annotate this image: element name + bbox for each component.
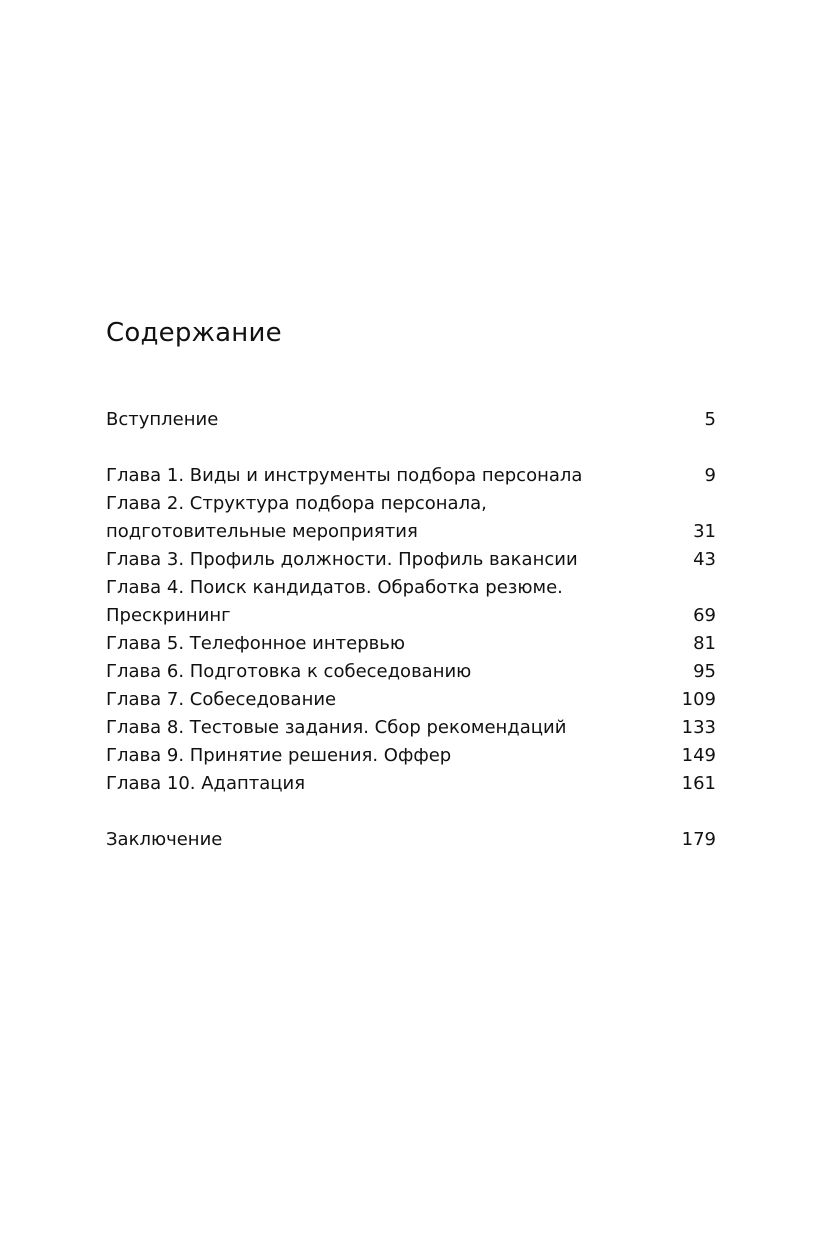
toc-entry-line: Глава 4. Поиск кандидатов. Обработка резюме. bbox=[106, 577, 563, 598]
toc-entry-chapter-10[interactable] bbox=[106, 770, 716, 798]
toc-entry-chapter-5[interactable] bbox=[106, 630, 716, 658]
toc-entry-chapter-3[interactable] bbox=[106, 546, 716, 574]
toc-entry-title bbox=[106, 686, 670, 714]
toc-entry-title bbox=[106, 658, 681, 686]
toc-group-chapters bbox=[106, 462, 716, 798]
toc-page-number: 9 bbox=[704, 465, 716, 486]
toc-page-number: 31 bbox=[693, 521, 716, 542]
table-of-contents bbox=[106, 406, 716, 854]
toc-entry-line: Глава 5. Телефонное интервью bbox=[106, 633, 405, 654]
toc-entry-title bbox=[106, 770, 670, 798]
toc-entry-title bbox=[106, 406, 693, 434]
toc-page-number: 95 bbox=[693, 661, 716, 682]
toc-entry-title bbox=[106, 742, 670, 770]
toc-entry-intro[interactable] bbox=[106, 406, 716, 434]
toc-entry-title bbox=[106, 546, 681, 574]
toc-entry-chapter-7[interactable] bbox=[106, 686, 716, 714]
toc-page-number: 179 bbox=[681, 829, 716, 850]
toc-entry-chapter-8[interactable] bbox=[106, 714, 716, 742]
toc-entry-conclusion[interactable] bbox=[106, 826, 716, 854]
toc-entry-line: Глава 6. Подготовка к собеседованию bbox=[106, 661, 472, 682]
toc-entry-title bbox=[106, 714, 670, 742]
toc-entry-chapter-2[interactable] bbox=[106, 490, 716, 546]
toc-group-conclusion bbox=[106, 826, 716, 854]
toc-entry-line: Вступление bbox=[106, 409, 219, 430]
page-title: Содержание bbox=[106, 318, 282, 348]
toc-page-number: 81 bbox=[693, 633, 716, 654]
toc-entry-title bbox=[106, 490, 681, 546]
toc-entry-line: Глава 8. Тестовые задания. Сбор рекомендаций bbox=[106, 717, 567, 738]
toc-entry-chapter-4[interactable] bbox=[106, 574, 716, 630]
toc-entry-line: Глава 3. Профиль должности. Профиль вакансии bbox=[106, 549, 578, 570]
toc-entry-title bbox=[106, 462, 693, 490]
toc-entry-title bbox=[106, 826, 670, 854]
toc-entry-line: Глава 7. Собеседование bbox=[106, 689, 337, 710]
toc-entry-title bbox=[106, 574, 681, 630]
toc-entry-line: Прескрининг bbox=[106, 605, 231, 626]
toc-entry-line: Глава 2. Структура подбора персонала, bbox=[106, 493, 487, 514]
toc-page-number: 133 bbox=[681, 717, 716, 738]
toc-entry-line: Глава 9. Принятие решения. Оффер bbox=[106, 745, 452, 766]
toc-page-number: 149 bbox=[681, 745, 716, 766]
toc-entry-line: Глава 10. Адаптация bbox=[106, 773, 306, 794]
toc-page-number: 109 bbox=[681, 689, 716, 710]
toc-group-intro bbox=[106, 406, 716, 434]
toc-page-number: 43 bbox=[693, 549, 716, 570]
toc-page-number: 161 bbox=[681, 773, 716, 794]
toc-entry-line: подготовительные мероприятия bbox=[106, 521, 418, 542]
toc-entry-chapter-6[interactable] bbox=[106, 658, 716, 686]
toc-entry-line: Глава 1. Виды и инструменты подбора персонала bbox=[106, 465, 583, 486]
toc-entry-title bbox=[106, 630, 681, 658]
toc-entry-line: Заключение bbox=[106, 829, 223, 850]
toc-entry-chapter-9[interactable] bbox=[106, 742, 716, 770]
toc-page-number: 5 bbox=[704, 409, 716, 430]
toc-entry-chapter-1[interactable] bbox=[106, 462, 716, 490]
toc-page-number: 69 bbox=[693, 605, 716, 626]
